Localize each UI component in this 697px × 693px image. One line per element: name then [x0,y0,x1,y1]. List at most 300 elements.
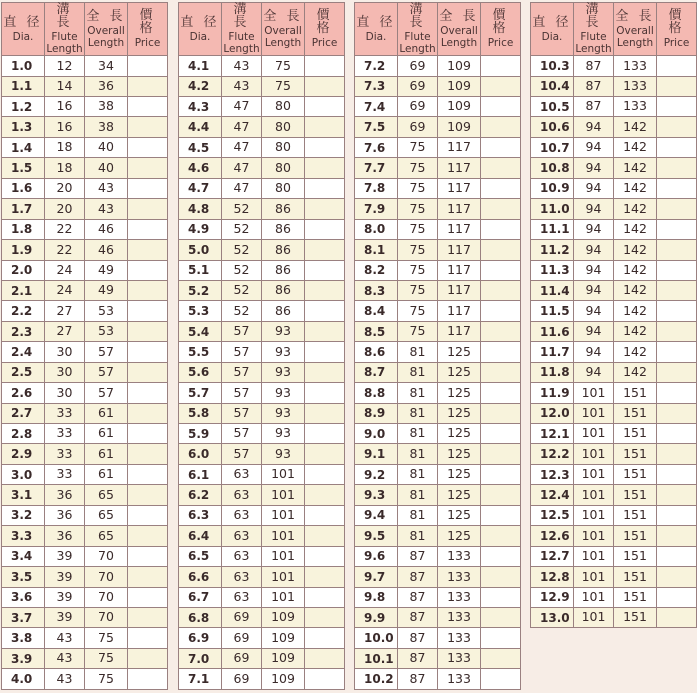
overall-length-cell: 70 [85,607,128,627]
price-cell [128,56,168,76]
overall-length-cell: 75 [262,56,305,76]
overall-length-cell: 133 [438,648,481,668]
diameter-cell: 6.6 [179,567,222,587]
table-row [355,362,521,382]
flute-length-cell: 94 [574,137,614,157]
flute-length-cell: 94 [574,240,614,260]
diameter-cell: 9.4 [355,505,398,525]
price-cell [657,403,697,423]
overall-length-cell: 80 [262,97,305,117]
diameter-cell: 8.5 [355,321,398,341]
overall-length-cell: 133 [614,56,657,76]
overall-length-cell: 61 [85,464,128,484]
overall-length-cell: 61 [85,424,128,444]
flute-length-cell: 63 [222,546,262,566]
overall-length-cell: 151 [614,485,657,505]
overall-length-cell: 40 [85,158,128,178]
table-row [531,219,697,239]
table-row [2,587,168,607]
flute-length-cell: 101 [574,546,614,566]
overall-length-cell: 49 [85,280,128,300]
diameter-cell: 4.1 [179,56,222,76]
table-row [179,56,345,76]
diameter-cell: 1.4 [2,137,45,157]
price-cell [128,546,168,566]
diameter-cell: 1.5 [2,158,45,178]
table-row [179,280,345,300]
flute-length-cell: 75 [398,260,438,280]
overall-length-cell: 133 [438,628,481,648]
diameter-cell: 4.4 [179,117,222,137]
price-cell [305,444,345,464]
price-cell [305,526,345,546]
table-row [531,321,697,341]
price-cell [128,526,168,546]
table-row [355,648,521,668]
flute-length-cell: 101 [574,444,614,464]
diameter-cell: 4.0 [2,669,45,689]
flute-length-cell: 94 [574,362,614,382]
flute-length-cell: 101 [574,424,614,444]
header-overall-length: 全 長 Overall Length [438,3,481,56]
overall-length-cell: 101 [262,505,305,525]
overall-length-cell: 117 [438,137,481,157]
flute-length-cell: 52 [222,301,262,321]
price-cell [305,403,345,423]
diameter-cell: 8.9 [355,403,398,423]
overall-length-cell: 57 [85,383,128,403]
table-row [2,648,168,668]
price-cell [481,628,521,648]
price-cell [305,56,345,76]
price-cell [128,342,168,362]
flute-length-cell: 94 [574,280,614,300]
price-cell [481,240,521,260]
diameter-cell: 3.3 [2,526,45,546]
diameter-cell: 11.8 [531,362,574,382]
diameter-cell: 12.1 [531,424,574,444]
price-cell [128,280,168,300]
diameter-cell: 10.6 [531,117,574,137]
flute-length-cell: 94 [574,342,614,362]
diameter-cell: 12.0 [531,403,574,423]
table-row [355,505,521,525]
flute-length-cell: 36 [45,505,85,525]
table-row [355,260,521,280]
diameter-cell: 10.7 [531,137,574,157]
flute-length-cell: 94 [574,301,614,321]
price-cell [128,158,168,178]
overall-length-cell: 151 [614,546,657,566]
overall-length-cell: 142 [614,301,657,321]
table-row [179,383,345,403]
diameter-cell: 5.3 [179,301,222,321]
flute-length-cell: 75 [398,240,438,260]
flute-length-cell: 87 [398,628,438,648]
header-price: 價 格 Price [128,3,168,56]
flute-length-cell: 52 [222,219,262,239]
diameter-cell: 1.0 [2,56,45,76]
table-row [2,117,168,137]
flute-length-cell: 14 [45,76,85,96]
price-cell [128,97,168,117]
overall-length-cell: 109 [262,607,305,627]
overall-length-cell: 125 [438,342,481,362]
flute-length-cell: 30 [45,362,85,382]
table-row [179,219,345,239]
price-cell [481,76,521,96]
table-row [2,137,168,157]
overall-length-cell: 133 [614,97,657,117]
diameter-cell: 3.6 [2,587,45,607]
table-row [531,76,697,96]
price-cell [657,76,697,96]
overall-length-cell: 65 [85,505,128,525]
price-cell [305,280,345,300]
overall-length-cell: 142 [614,158,657,178]
overall-length-cell: 133 [438,607,481,627]
table-row [531,158,697,178]
overall-length-cell: 93 [262,342,305,362]
flute-length-cell: 52 [222,199,262,219]
price-cell [657,444,697,464]
table-header [355,3,521,56]
price-cell [128,137,168,157]
overall-length-cell: 151 [614,526,657,546]
diameter-cell: 6.0 [179,444,222,464]
flute-length-cell: 87 [574,76,614,96]
diameter-cell: 10.9 [531,178,574,198]
price-cell [305,97,345,117]
overall-length-cell: 109 [262,648,305,668]
price-cell [657,178,697,198]
diameter-cell: 2.4 [2,342,45,362]
diameter-cell: 1.2 [2,97,45,117]
diameter-cell: 2.8 [2,424,45,444]
overall-length-cell: 125 [438,464,481,484]
price-cell [305,424,345,444]
flute-length-cell: 33 [45,403,85,423]
flute-length-cell: 43 [45,628,85,648]
flute-length-cell: 75 [398,219,438,239]
table-row [355,444,521,464]
price-cell [128,383,168,403]
table-row [355,219,521,239]
price-cell [128,260,168,280]
header-diameter: 直 径 Dia. [179,3,222,56]
diameter-cell: 1.9 [2,240,45,260]
price-cell [305,383,345,403]
price-cell [128,587,168,607]
price-cell [657,137,697,157]
header-price: 價 格 Price [481,3,521,56]
diameter-cell: 8.2 [355,260,398,280]
flute-length-cell: 57 [222,321,262,341]
overall-length-cell: 57 [85,362,128,382]
overall-length-cell: 142 [614,219,657,239]
diameter-cell: 5.1 [179,260,222,280]
diameter-cell: 4.7 [179,178,222,198]
diameter-cell: 2.0 [2,260,45,280]
price-cell [481,424,521,444]
flute-length-cell: 87 [574,97,614,117]
price-cell [481,280,521,300]
table-row [2,280,168,300]
table-row [179,260,345,280]
price-cell [657,342,697,362]
flute-length-cell: 39 [45,607,85,627]
table-row [355,526,521,546]
flute-length-cell: 75 [398,301,438,321]
diameter-cell: 5.9 [179,424,222,444]
table-row [355,178,521,198]
flute-length-cell: 57 [222,362,262,382]
overall-length-cell: 70 [85,567,128,587]
overall-length-cell: 151 [614,424,657,444]
table-row [179,669,345,689]
diameter-cell: 7.5 [355,117,398,137]
diameter-cell: 6.2 [179,485,222,505]
flute-length-cell: 16 [45,117,85,137]
table-row [2,607,168,627]
table-row [179,628,345,648]
price-cell [128,505,168,525]
table-row [531,526,697,546]
table-row [179,137,345,157]
diameter-cell: 11.0 [531,199,574,219]
price-cell [305,607,345,627]
table-row [355,424,521,444]
table-row [2,464,168,484]
price-cell [128,219,168,239]
table-row [531,464,697,484]
overall-length-cell: 142 [614,342,657,362]
price-cell [481,321,521,341]
overall-length-cell: 40 [85,137,128,157]
table-row [531,424,697,444]
diameter-cell: 11.5 [531,301,574,321]
table-row [355,628,521,648]
overall-length-cell: 86 [262,280,305,300]
diameter-cell: 6.3 [179,505,222,525]
table-row [2,567,168,587]
table-row [179,178,345,198]
table-row [2,628,168,648]
price-cell [657,607,697,627]
table-row [531,280,697,300]
flute-length-cell: 87 [398,669,438,689]
price-cell [657,362,697,382]
header-price: 價 格 Price [305,3,345,56]
overall-length-cell: 75 [262,76,305,96]
flute-length-cell: 30 [45,342,85,362]
diameter-cell: 9.0 [355,424,398,444]
overall-length-cell: 101 [262,546,305,566]
overall-length-cell: 117 [438,158,481,178]
header-diameter: 直 径 Dia. [531,3,574,56]
table-row [2,505,168,525]
diameter-cell: 9.1 [355,444,398,464]
flute-length-cell: 69 [222,648,262,668]
table-row [179,607,345,627]
flute-length-cell: 57 [222,444,262,464]
flute-length-cell: 81 [398,403,438,423]
price-cell [481,56,521,76]
overall-length-cell: 151 [614,587,657,607]
price-cell [657,240,697,260]
table-row [179,485,345,505]
price-cell [305,158,345,178]
overall-length-cell: 93 [262,424,305,444]
overall-length-cell: 70 [85,587,128,607]
table-row [355,567,521,587]
overall-length-cell: 38 [85,117,128,137]
flute-length-cell: 69 [222,628,262,648]
price-cell [305,485,345,505]
diameter-cell: 4.9 [179,219,222,239]
table-row [2,403,168,423]
table-row [2,240,168,260]
flute-length-cell: 81 [398,342,438,362]
table-row [2,97,168,117]
flute-length-cell: 63 [222,587,262,607]
diameter-cell: 10.4 [531,76,574,96]
flute-length-cell: 47 [222,178,262,198]
diameter-cell: 11.2 [531,240,574,260]
header-price: 價 格 Price [657,3,697,56]
overall-length-cell: 43 [85,199,128,219]
overall-length-cell: 125 [438,505,481,525]
price-cell [305,648,345,668]
overall-length-cell: 142 [614,137,657,157]
table-row [179,526,345,546]
price-cell [481,362,521,382]
overall-length-cell: 109 [438,56,481,76]
flute-length-cell: 81 [398,485,438,505]
diameter-cell: 11.7 [531,342,574,362]
diameter-cell: 11.6 [531,321,574,341]
price-cell [128,628,168,648]
price-cell [481,383,521,403]
price-cell [481,301,521,321]
diameter-cell: 8.7 [355,362,398,382]
table-row [531,567,697,587]
table-row [2,260,168,280]
price-cell [128,648,168,668]
price-cell [481,403,521,423]
price-cell [657,526,697,546]
flute-length-cell: 12 [45,56,85,76]
price-cell [305,628,345,648]
table-row [531,485,697,505]
table-row [179,464,345,484]
diameter-cell: 3.1 [2,485,45,505]
table-header [2,3,168,56]
price-cell [657,97,697,117]
diameter-cell: 7.9 [355,199,398,219]
price-cell [481,444,521,464]
price-cell [128,321,168,341]
flute-length-cell: 33 [45,444,85,464]
overall-length-cell: 109 [438,117,481,137]
flute-length-cell: 52 [222,240,262,260]
diameter-cell: 10.1 [355,648,398,668]
table-row [179,117,345,137]
flute-length-cell: 75 [398,199,438,219]
flute-length-cell: 75 [398,178,438,198]
table-row [355,403,521,423]
flute-length-cell: 69 [398,117,438,137]
diameter-cell: 9.9 [355,607,398,627]
price-cell [481,178,521,198]
overall-length-cell: 101 [262,526,305,546]
flute-length-cell: 52 [222,280,262,300]
overall-length-cell: 117 [438,301,481,321]
overall-length-cell: 142 [614,117,657,137]
overall-length-cell: 49 [85,260,128,280]
flute-length-cell: 63 [222,526,262,546]
diameter-cell: 6.9 [179,628,222,648]
table-row [2,158,168,178]
flute-length-cell: 94 [574,219,614,239]
flute-length-cell: 33 [45,464,85,484]
table-row [179,240,345,260]
table-row [2,444,168,464]
price-cell [305,301,345,321]
table-row [2,56,168,76]
price-cell [128,199,168,219]
overall-length-cell: 142 [614,280,657,300]
header-flute-length: 溝 長 Flute Length [399,2,436,56]
diameter-cell: 8.1 [355,240,398,260]
overall-length-cell: 109 [262,628,305,648]
price-cell [481,97,521,117]
flute-length-cell: 39 [45,546,85,566]
diameter-cell: 5.7 [179,383,222,403]
diameter-cell: 5.2 [179,280,222,300]
diameter-cell: 4.8 [179,199,222,219]
overall-length-cell: 117 [438,219,481,239]
diameter-cell: 1.8 [2,219,45,239]
overall-length-cell: 125 [438,424,481,444]
flute-length-cell: 94 [574,117,614,137]
table-row [531,117,697,137]
flute-length-cell: 63 [222,505,262,525]
overall-length-cell: 125 [438,362,481,382]
overall-length-cell: 80 [262,117,305,137]
price-cell [657,383,697,403]
table-row [2,383,168,403]
price-cell [305,178,345,198]
price-cell [128,444,168,464]
overall-length-cell: 117 [438,280,481,300]
table-row [179,301,345,321]
table-row [531,342,697,362]
header-flute-length: 溝 長 Flute Length [575,2,612,56]
overall-length-cell: 93 [262,444,305,464]
flute-length-cell: 16 [45,97,85,117]
overall-length-cell: 109 [262,669,305,689]
overall-length-cell: 38 [85,97,128,117]
diameter-cell: 1.3 [2,117,45,137]
price-cell [481,526,521,546]
diameter-cell: 12.6 [531,526,574,546]
flute-length-cell: 101 [574,485,614,505]
table-row [531,240,697,260]
table-row [355,240,521,260]
flute-length-cell: 22 [45,240,85,260]
diameter-cell: 12.9 [531,587,574,607]
